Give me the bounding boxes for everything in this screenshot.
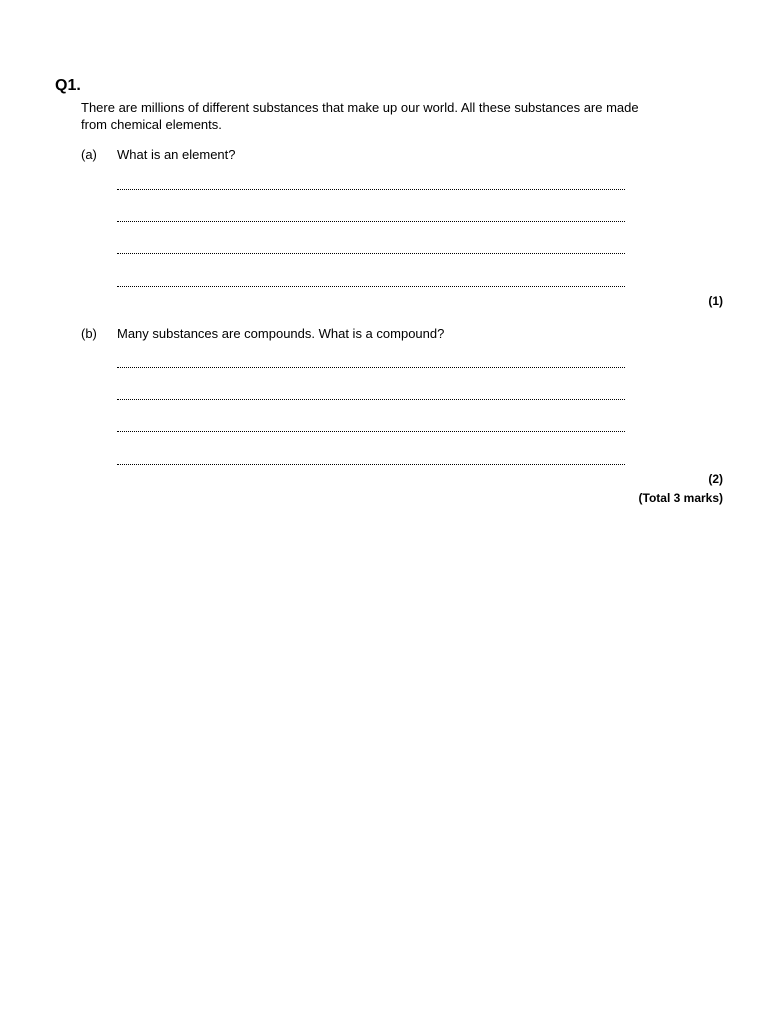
part-a-letter: (a) [81, 147, 97, 162]
part-b-answer-line-4[interactable] [117, 464, 625, 465]
total-marks: (Total 3 marks) [638, 491, 723, 505]
part-a-answer-line-3[interactable] [117, 253, 625, 254]
intro-line-2: from chemical elements. [81, 117, 222, 132]
part-b-answer-line-2[interactable] [117, 399, 625, 400]
part-a-answer-line-1[interactable] [117, 189, 625, 190]
question-intro [81, 99, 701, 133]
part-b-answer-line-3[interactable] [117, 431, 625, 432]
question-number: Q1. [55, 77, 81, 94]
part-b-letter: (b) [81, 326, 97, 341]
part-a-answer-line-4[interactable] [117, 286, 625, 287]
part-b-prompt: Many substances are compounds. What is a compound? [117, 326, 445, 341]
intro-line-1: There are millions of different substances that make up our world. All these substances are made [81, 100, 639, 115]
part-a-marks: (1) [708, 294, 723, 308]
part-b-marks: (2) [708, 472, 723, 486]
part-a-answer-line-2[interactable] [117, 221, 625, 222]
part-a-prompt: What is an element? [117, 147, 236, 162]
part-b-answer-line-1[interactable] [117, 367, 625, 368]
